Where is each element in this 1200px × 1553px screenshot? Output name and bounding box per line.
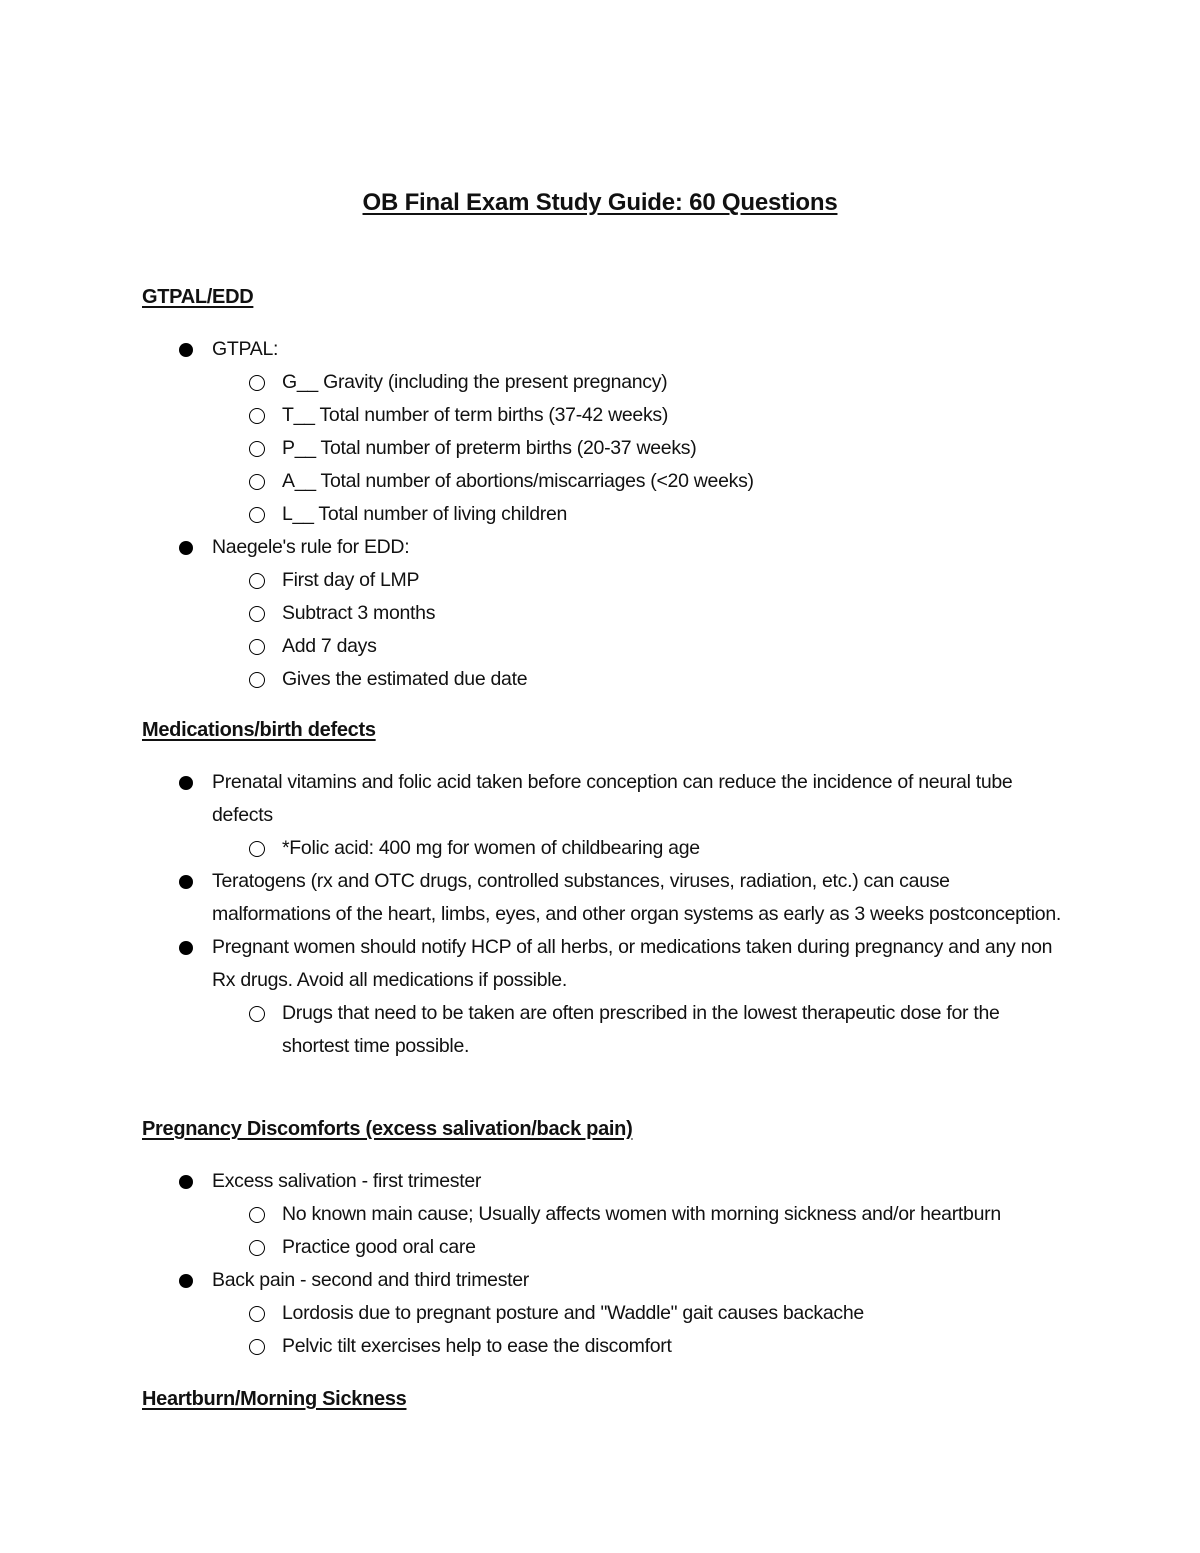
sub-list-item-text: Practice good oral care (282, 1236, 476, 1258)
section-pregnancy-discomforts (142, 1115, 1062, 1363)
hollow-bullet-icon (249, 1339, 265, 1355)
filled-bullet-icon (179, 875, 193, 889)
bullet-list (142, 1165, 1062, 1363)
list-item (142, 1264, 1062, 1363)
sub-list-item-text: First day of LMP (282, 569, 420, 591)
sub-list-item (212, 1330, 1062, 1363)
hollow-bullet-icon (249, 441, 265, 457)
section-gtpal-edd (142, 283, 1062, 696)
sub-list-item (212, 630, 1062, 663)
sub-list (212, 366, 1062, 531)
sub-list-item-text: Drugs that need to be taken are often prescribed in the lowest therapeutic dose for the shortest time possible. (282, 1002, 1000, 1057)
bullet-list (142, 333, 1062, 696)
section-heading: GTPAL/EDD (142, 286, 254, 308)
sub-list (212, 1198, 1062, 1264)
sub-list-item (212, 564, 1062, 597)
sub-list-item-text: T__ Total number of term births (37-42 weeks) (282, 404, 669, 426)
filled-bullet-icon (179, 541, 193, 555)
sub-list-item (212, 597, 1062, 630)
bullet-list (142, 766, 1062, 1063)
section-heading: Pregnancy Discomforts (excess salivation/back pain) (142, 1118, 633, 1140)
sub-list-item-text: L__ Total number of living children (282, 503, 568, 525)
sub-list-item-text: A__ Total number of abortions/miscarriages (<20 weeks) (282, 470, 754, 492)
sub-list-item-text: G__ Gravity (including the present pregnancy) (282, 371, 668, 393)
hollow-bullet-icon (249, 1006, 265, 1022)
sub-list-item (212, 1297, 1062, 1330)
sub-list (212, 1297, 1062, 1363)
hollow-bullet-icon (249, 1306, 265, 1322)
hollow-bullet-icon (249, 639, 265, 655)
sub-list-item-text: Add 7 days (282, 635, 377, 657)
list-item (142, 931, 1062, 1063)
hollow-bullet-icon (249, 507, 265, 523)
filled-bullet-icon (179, 776, 193, 790)
list-item-text: Back pain - second and third trimester (212, 1269, 530, 1291)
list-item-text: Teratogens (rx and OTC drugs, controlled substances, viruses, radiation, etc.) can cause malformations of the heart, limbs, eyes, and other organ systems as early as 3 weeks postconception. (212, 870, 1062, 925)
hollow-bullet-icon (249, 672, 265, 688)
sub-list-item (212, 432, 1062, 465)
sub-list-item (212, 498, 1062, 531)
list-item-text: Pregnant women should notify HCP of all herbs, or medications taken during pregnancy and any non Rx drugs. Avoid all medications if possible. (212, 936, 1053, 991)
sub-list (212, 997, 1062, 1063)
sub-list-item (212, 997, 1062, 1063)
sub-list-item-text: No known main cause; Usually affects women with morning sickness and/or heartburn (282, 1203, 1001, 1225)
sub-list-item (212, 663, 1062, 696)
list-item-text: Prenatal vitamins and folic acid taken before conception can reduce the incidence of neural tube defects (212, 771, 1013, 826)
section-heading: Medications/birth defects (142, 719, 376, 741)
filled-bullet-icon (179, 343, 193, 357)
filled-bullet-icon (179, 1274, 193, 1288)
sub-list-item (212, 366, 1062, 399)
sub-list-item-text: *Folic acid: 400 mg for women of childbearing age (282, 837, 700, 859)
list-item (142, 1165, 1062, 1264)
list-item-text: Excess salivation - first trimester (212, 1170, 482, 1192)
sub-list-item (212, 832, 1062, 865)
sub-list (212, 832, 1062, 865)
hollow-bullet-icon (249, 1240, 265, 1256)
filled-bullet-icon (179, 941, 193, 955)
sub-list-item-text: Pelvic tilt exercises help to ease the discomfort (282, 1335, 672, 1357)
sub-list-item-text: Lordosis due to pregnant posture and "Waddle" gait causes backache (282, 1302, 864, 1324)
filled-bullet-icon (179, 1175, 193, 1189)
sub-list-item (212, 399, 1062, 432)
hollow-bullet-icon (249, 474, 265, 490)
hollow-bullet-icon (249, 375, 265, 391)
hollow-bullet-icon (249, 1207, 265, 1223)
section-medications-birth-defects (142, 716, 1062, 1063)
sub-list-item (212, 1231, 1062, 1264)
sub-list-item-text: Gives the estimated due date (282, 668, 528, 690)
sub-list-item (212, 1198, 1062, 1231)
list-item (142, 865, 1062, 931)
document-title: OB Final Exam Study Guide: 60 Questions (362, 189, 838, 216)
list-item-text: Naegele's rule for EDD: (212, 536, 410, 558)
section-heading: Heartburn/Morning Sickness (142, 1388, 407, 1410)
list-item-text: GTPAL: (212, 338, 279, 360)
list-item (142, 766, 1062, 865)
hollow-bullet-icon (249, 573, 265, 589)
list-item (142, 333, 1062, 531)
hollow-bullet-icon (249, 606, 265, 622)
section-heartburn-morning-sickness (142, 1385, 1062, 1413)
list-item (142, 531, 1062, 696)
sub-list-item (212, 465, 1062, 498)
hollow-bullet-icon (249, 408, 265, 424)
sub-list (212, 564, 1062, 696)
hollow-bullet-icon (249, 841, 265, 857)
sub-list-item-text: P__ Total number of preterm births (20-37 weeks) (282, 437, 697, 459)
sub-list-item-text: Subtract 3 months (282, 602, 436, 624)
